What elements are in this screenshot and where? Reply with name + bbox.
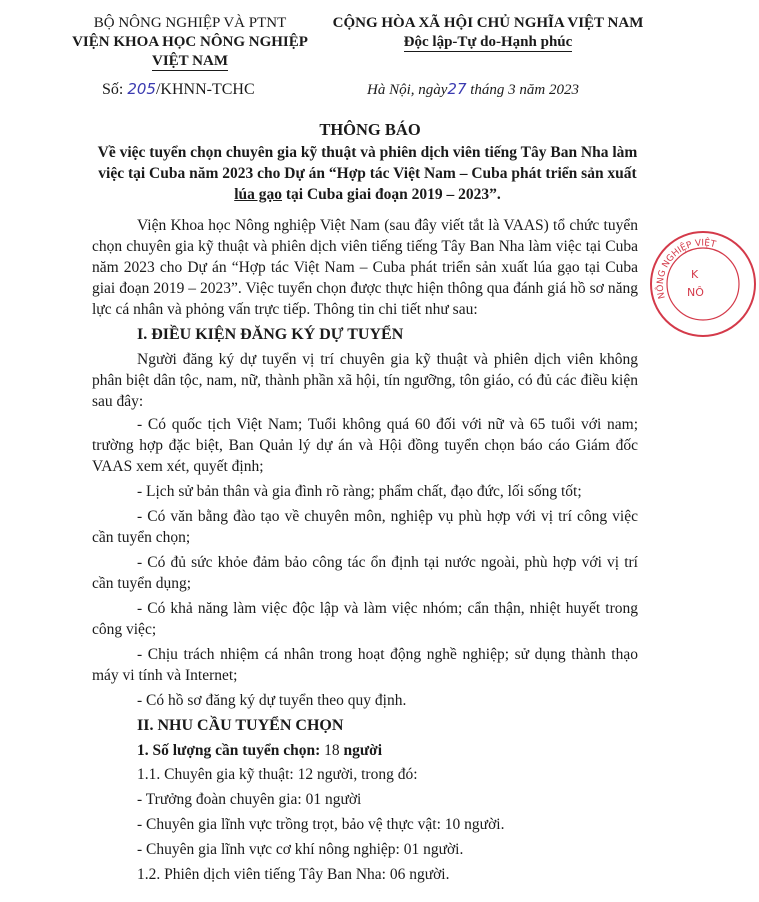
motto: Độc lập-Tự do-Hạnh phúc xyxy=(403,34,573,50)
need-line: - Chuyên gia lĩnh vực trồng trọt, bảo vệ thực vật: 10 người. xyxy=(137,816,505,833)
section-2-sub1 xyxy=(137,740,638,761)
subtitle-underlined: lúa gạo xyxy=(234,186,283,203)
intro-paragraph: Viện Khoa học Nông nghiệp Việt Nam (sau đây viết tắt là VAAS) tổ chức tuyển chọn chuyên gia kỹ thuật và phiên dịch viên tiếng tiếng Tây Ban Nha làm việc tại Cuba năm 2023 cho Dự án “Hợp tác Việt Nam – Cuba phát triển sản xuất lúa gạo tại Cuba giai đoạn 2019 – 2023”. Việc tuyển chọn được thực hiện thông qua đánh giá hồ sơ năng lực cá nhân và phỏng vấn trực tiếp. Thông tin chi tiết như sau: xyxy=(92,217,638,318)
condition-item: - Chịu trách nhiệm cá nhân trong hoạt động nghề nghiệp; sử dụng thành thạo máy vi tính và Internet; xyxy=(92,646,638,684)
institute-name-line2: VIỆT NAM xyxy=(152,53,228,69)
ministry-name: BỘ NÔNG NGHIỆP VÀ PTNT xyxy=(93,15,287,31)
section-2-heading: II. NHU CẦU TUYỂN CHỌN xyxy=(137,717,344,734)
document-date xyxy=(367,80,579,99)
date-day-handwritten: 27 xyxy=(447,80,467,98)
need-line: - Chuyên gia lĩnh vực cơ khí nông nghiệp: 01 người. xyxy=(137,841,464,858)
subtitle-part3: tại Cuba giai đoạn 2019 – 2023”. xyxy=(282,186,501,203)
national-motto-block xyxy=(318,14,658,52)
condition-item: - Có văn bằng đào tạo về chuyên môn, nghiệp vụ phù hợp với vị trí công việc cần tuyển chọn; xyxy=(92,508,638,546)
document-subtitle xyxy=(95,142,640,205)
condition-item: - Có quốc tịch Việt Nam; Tuổi không quá 60 đối với nữ và 65 tuổi với nam; trường hợp đặc biệt, Ban Quản lý dự án và Hội đồng tuyển chọn báo cáo Giám đốc VAAS xem xét, quyết định; xyxy=(92,416,638,475)
seal-ring-text: NÔNG NGHIỆP VIỆT xyxy=(655,238,717,300)
condition-item: - Có đủ sức khỏe đảm bảo công tác ổn định tại nước ngoài, phù hợp với vị trí cần tuyển dụng; xyxy=(92,554,638,592)
need-line: 1.2. Phiên dịch viên tiếng Tây Ban Nha: 06 người. xyxy=(137,866,450,883)
country-name: CỘNG HÒA XÃ HỘI CHỦ NGHĨA VIỆT NAM xyxy=(332,15,644,31)
issuer-block xyxy=(40,14,340,71)
sub1-unit: người xyxy=(343,742,383,759)
condition-item: - Có hồ sơ đăng ký dự tuyển theo quy định. xyxy=(137,692,407,709)
condition-item: - Lịch sử bản thân và gia đình rõ ràng; phẩm chất, đạo đức, lối sống tốt; xyxy=(137,483,582,500)
document-number xyxy=(102,80,255,99)
condition-item: - Có khả năng làm việc độc lập và làm việc nhóm; cẩn thận, nhiệt huyết trong công việc; xyxy=(92,600,638,638)
doc-number-suffix: /KHNN-TCHC xyxy=(155,81,255,98)
subtitle-part1: Về việc tuyển chọn chuyên gia kỹ thuật và phiên dịch viên tiếng Tây Ban Nha làm việc tại Cuba năm 2023 cho Dự án “Hợp tác Việt Nam – Cuba phát triển sản xuất xyxy=(97,144,638,182)
date-prefix: Hà Nội, ngày xyxy=(367,82,448,98)
need-line: 1.1. Chuyên gia kỹ thuật: 12 người, trong đó: xyxy=(137,766,418,783)
doc-number-prefix: Số: xyxy=(102,81,124,98)
document-body xyxy=(92,215,638,889)
sub1-label: 1. Số lượng cần tuyển chọn: xyxy=(137,742,321,759)
seal-inner-ring xyxy=(667,248,739,320)
need-line: - Trưởng đoàn chuyên gia: 01 người xyxy=(137,791,362,808)
section-1-heading: I. ĐIỀU KIỆN ĐĂNG KÝ DỰ TUYỂN xyxy=(137,326,404,343)
institute-name: VIỆN KHOA HỌC NÔNG NGHIỆP xyxy=(72,34,308,50)
section-1-lead: Người đăng ký dự tuyển vị trí chuyên gia kỹ thuật và phiên dịch viên không phân biệt dân tộc, nam, nữ, thành phần xã hội, tín ngưỡng, tôn giáo, có đủ các điều kiện sau đây: xyxy=(92,351,638,410)
seal-inner-text-2: NÔ xyxy=(687,286,704,299)
seal-inner-text-1: K xyxy=(691,268,699,281)
document-title: THÔNG BÁO xyxy=(319,120,421,139)
date-suffix: tháng 3 năm 2023 xyxy=(470,82,580,98)
sub1-count: 18 xyxy=(324,742,340,759)
doc-number-handwritten: 205 xyxy=(127,80,156,98)
official-seal xyxy=(647,228,759,340)
